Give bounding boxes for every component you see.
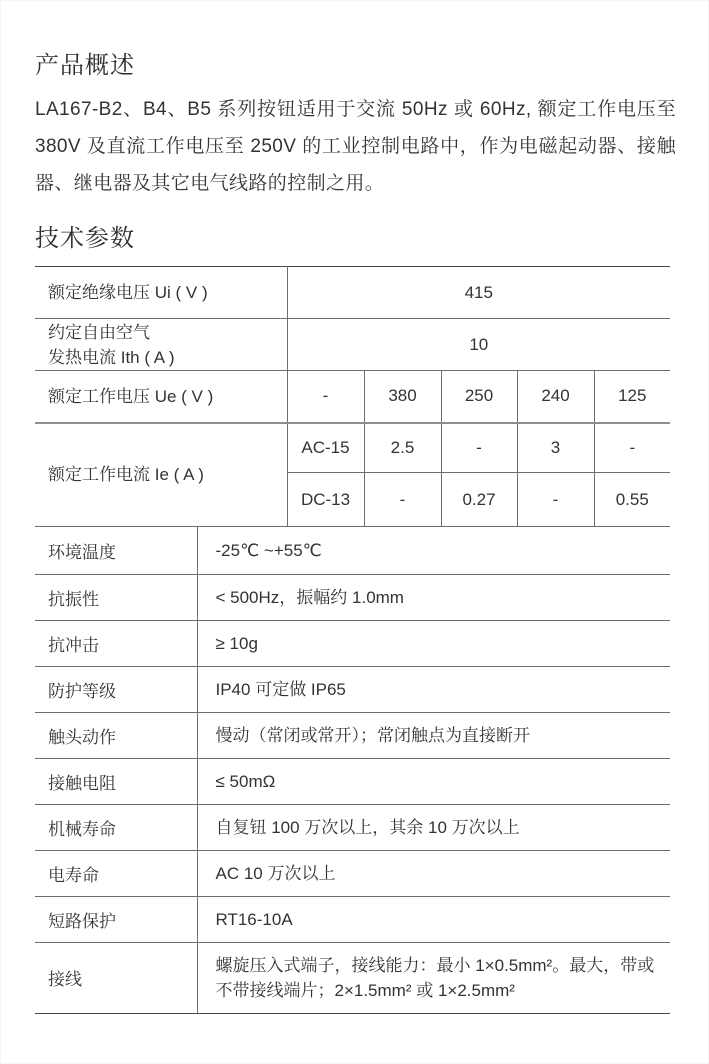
overview-paragraph: LA167-B2、B4、B5 系列按钮适用于交流 50Hz 或 60Hz, 额定工作电压至 380V 及直流工作电压至 250V 的工业控制电路中，作为电磁起动器、接触器、继电器及其它电气线路的控制之用。 bbox=[35, 99, 676, 194]
electrical-life-label: 电寿命 bbox=[35, 850, 197, 896]
row-mechanical-life bbox=[35, 804, 670, 850]
working-voltage-value-2: 380 bbox=[364, 371, 441, 423]
wiring-value: 螺旋压入式端子，接线能力：最小 1×0.5mm²。最大，带或不带接线端片；2×1.5mm² 或 1×2.5mm² bbox=[197, 942, 670, 1013]
mechanical-life-label: 机械寿命 bbox=[35, 804, 197, 850]
thermal-current-label-line1: 约定自由空气 bbox=[48, 322, 150, 342]
protection-rating-label: 防护等级 bbox=[35, 666, 197, 712]
row-shock-resistance bbox=[35, 620, 670, 666]
working-current-label: 额定工作电流 Ie ( A ) bbox=[35, 423, 287, 527]
short-circuit-protection-label: 短路保护 bbox=[35, 896, 197, 942]
working-voltage-value-5: 125 bbox=[594, 371, 670, 423]
electrical-ratings-table bbox=[35, 266, 670, 527]
working-current-ac15-value-3: 3 bbox=[517, 423, 594, 473]
working-current-ac15-value-2: - bbox=[441, 423, 517, 473]
contact-resistance-value: ≤ 50mΩ bbox=[197, 758, 670, 804]
row-vibration-resistance bbox=[35, 574, 670, 620]
working-current-dc13-value-4: 0.55 bbox=[594, 473, 670, 527]
working-voltage-value-4: 240 bbox=[517, 371, 594, 423]
general-properties-table bbox=[35, 527, 670, 1014]
thermal-current-label bbox=[35, 319, 287, 371]
row-working-voltage bbox=[35, 371, 670, 423]
working-current-ac15-value-4: - bbox=[594, 423, 670, 473]
row-contact-action bbox=[35, 712, 670, 758]
contact-action-label: 触头动作 bbox=[35, 712, 197, 758]
electrical-life-value: AC 10 万次以上 bbox=[197, 850, 670, 896]
row-protection-rating bbox=[35, 666, 670, 712]
row-thermal-current bbox=[35, 319, 670, 371]
row-wiring bbox=[35, 942, 670, 1013]
working-voltage-label: 额定工作电压 Ue ( V ) bbox=[35, 371, 287, 423]
working-current-dc13-value-1: - bbox=[364, 473, 441, 527]
row-short-circuit-protection bbox=[35, 896, 670, 942]
working-current-dc13-value-3: - bbox=[517, 473, 594, 527]
shock-resistance-value: ≥ 10g bbox=[197, 620, 670, 666]
vibration-resistance-label: 抗振性 bbox=[35, 574, 197, 620]
thermal-current-value: 10 bbox=[287, 319, 670, 371]
vibration-resistance-value: < 500Hz，振幅约 1.0mm bbox=[197, 574, 670, 620]
insulation-voltage-value: 415 bbox=[287, 267, 670, 319]
wiring-label: 接线 bbox=[35, 942, 197, 1013]
row-ambient-temperature bbox=[35, 527, 670, 574]
overview-heading: 产品概述 bbox=[35, 52, 135, 79]
contact-resistance-label: 接触电阻 bbox=[35, 758, 197, 804]
row-working-current-ac15 bbox=[35, 423, 670, 473]
row-electrical-life bbox=[35, 850, 670, 896]
working-current-category-ac15: AC-15 bbox=[287, 423, 364, 473]
ambient-temperature-label: 环境温度 bbox=[35, 527, 197, 574]
working-current-ac15-value-1: 2.5 bbox=[364, 423, 441, 473]
shock-resistance-label: 抗冲击 bbox=[35, 620, 197, 666]
working-current-category-dc13: DC-13 bbox=[287, 473, 364, 527]
contact-action-value: 慢动（常闭或常开）；常闭触点为直接断开 bbox=[197, 712, 670, 758]
thermal-current-label-line2: 发热电流 Ith ( A ) bbox=[48, 347, 175, 367]
mechanical-life-value: 自复钮 100 万次以上，其余 10 万次以上 bbox=[197, 804, 670, 850]
ambient-temperature-value: -25℃ ~+55℃ bbox=[197, 527, 670, 574]
technical-parameters-heading: 技术参数 bbox=[35, 225, 135, 252]
working-current-dc13-value-2: 0.27 bbox=[441, 473, 517, 527]
row-contact-resistance bbox=[35, 758, 670, 804]
working-voltage-value-3: 250 bbox=[441, 371, 517, 423]
working-voltage-value-1: - bbox=[287, 371, 364, 423]
insulation-voltage-label: 额定绝缘电压 Ui ( V ) bbox=[35, 267, 287, 319]
protection-rating-value: IP40 可定做 IP65 bbox=[197, 666, 670, 712]
row-insulation-voltage bbox=[35, 267, 670, 319]
short-circuit-protection-value: RT16-10A bbox=[197, 896, 670, 942]
